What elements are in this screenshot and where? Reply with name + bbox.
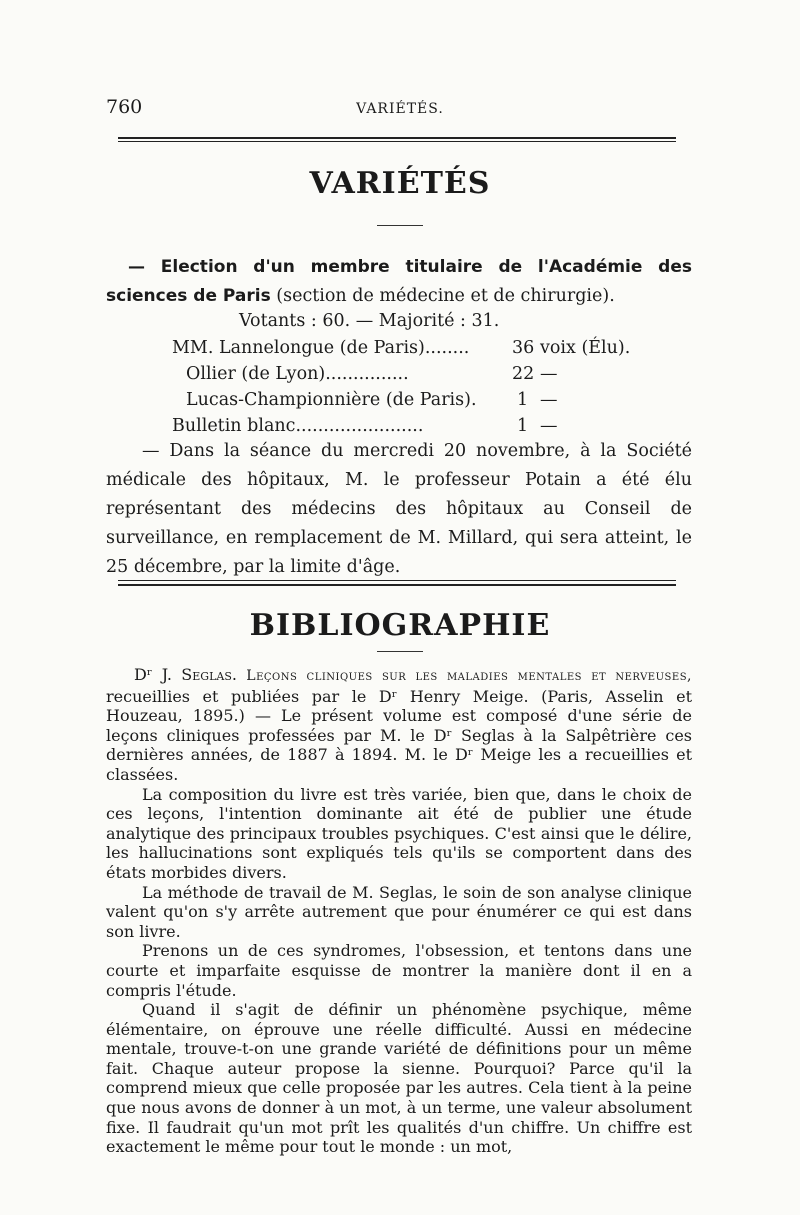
header-rule-thin <box>118 141 676 142</box>
body-paragraph: Quand il s'agit de définir un phénomène psychique, même élémentaire, on éprouve une réelle difficulté. Aussi en médecine mentale, trouve-t-on une grande variété de définitions pour un même fait. Chaque auteur propose la sienne. Pourquoi? Parce qu'il la comprend mieux que celle proposée par les autres. Cela tient à la peine que nous avons de donner à un mot, à un terme, une valeur absolument fixe. Il faudrait qu'un mot prît les qualités d'un chiffre. Un chiffre est exactement le même pour tout le monde : un mot, <box>106 1000 692 1157</box>
news-paragraph <box>106 437 692 582</box>
vote-name: Bulletin blanc....................... <box>172 416 424 436</box>
vote-note: voix (Élu). <box>540 338 631 358</box>
body-paragraph: La composition du livre est très variée, bien que, dans le choix de ces leçons, l'intention dominante ait été de publier une étude analytique des principaux troubles psychiques. C'est ainsi que le délire, les hallucinations sont expliqués tels qu'ils se comportent dans des états morbides divers. <box>106 784 692 882</box>
votes-summary: Votants : 60. — Majorité : 31. <box>239 311 500 331</box>
entry-title: Leçons cliniques sur les maladies mentales et nerveuses, <box>246 668 692 684</box>
page-number: 760 <box>106 96 143 118</box>
vote-count: 1 <box>517 416 529 436</box>
election-tail: (section de médecine et de chirurgie). <box>270 286 615 306</box>
title-divider <box>377 225 423 226</box>
vote-count: 22 <box>512 364 535 384</box>
body-paragraph: Prenons un de ces syndromes, l'obsession, et tentons dans une courte et imparfaite esquisse de montrer la manière dont il en a compris l'étude. <box>106 941 692 1000</box>
section-rule-top <box>118 580 676 581</box>
section-title-varietes: VARIÉTÉS <box>309 166 491 201</box>
section-rule-bottom <box>118 584 676 586</box>
body-paragraph: La méthode de travail de M. Seglas, le soin de son analyse clinique valent qu'on s'y arrête autrement que pour énumérer ce qui est dans son livre. <box>106 882 692 941</box>
election-paragraph <box>106 253 692 311</box>
vote-note: — <box>540 390 558 410</box>
vote-count: 1 <box>517 390 529 410</box>
news-text: — Dans la séance du mercredi 20 novembre, à la Société médicale des hôpitaux, M. le professeur Potain a été élu représentant des médecins des hôpitaux au Conseil de surveillance, en remplacement de M. Millard, qui sera atteint, le 25 décembre, par la limite d'âge. <box>106 441 692 577</box>
entry-rest: recueillies et publiées par le Dʳ Henry Meige. (Paris, Asselin et Houzeau, 1895.) — Le présent volume est composé d'une série de leçons cliniques professées par M. le Dʳ Seglas à la Salpêtrière ces dernières années, de 1887 à 1894. M. le Dʳ Meige les a recueillies et classées. <box>106 686 692 784</box>
entry-author: Dʳ J. Seglas. <box>134 665 237 684</box>
bibliography-entry <box>106 665 692 785</box>
vote-name: Ollier (de Lyon)............... <box>186 364 409 384</box>
vote-note: — <box>540 364 558 384</box>
vote-name: MM. Lannelongue (de Paris)........ <box>172 338 470 358</box>
running-title: VARIÉTÉS. <box>356 101 444 117</box>
vote-name: Lucas-Championnière (de Paris). <box>186 390 477 410</box>
title-divider <box>377 651 423 652</box>
election-lead: — Election d'un membre titulaire de l'Académie des sciences de Paris <box>106 257 692 306</box>
vote-count: 36 <box>512 338 535 358</box>
header-rule <box>118 137 676 139</box>
section-title-bibliographie: BIBLIOGRAPHIE <box>249 608 551 643</box>
bibliography-body <box>106 665 692 1157</box>
vote-note: — <box>540 416 558 436</box>
